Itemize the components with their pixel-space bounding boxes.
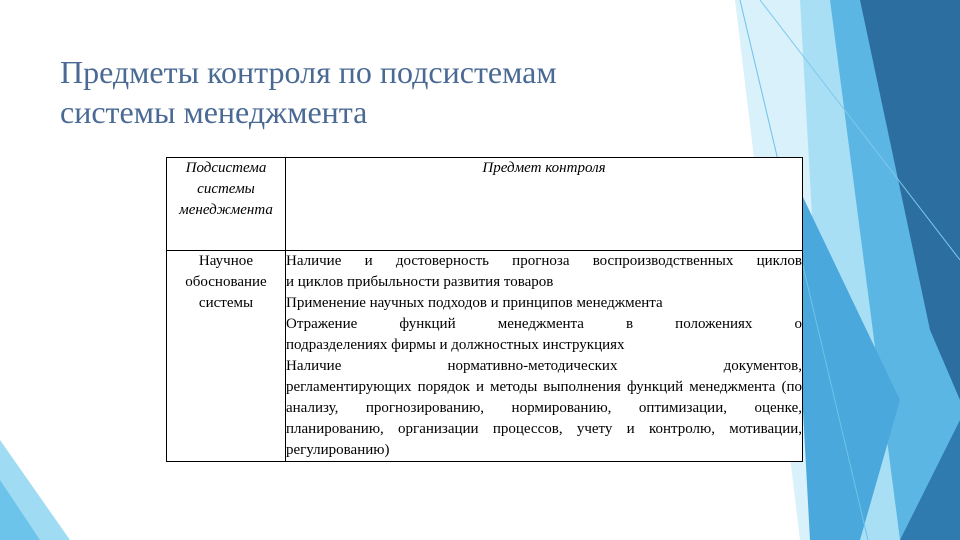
item-4-rest: регламентирующих порядок и методы выполнения функций менеджмента (по анализу, прогнозированию, нормированию, оптимизации, оценке, планированию, организации процессов, учету и контролю, мотивации, регулированию) <box>286 379 802 458</box>
header-subsystem-line: Подсистема <box>185 160 267 176</box>
slide-title <box>60 52 700 132</box>
subsystem-line: Научное <box>198 253 254 269</box>
table-header-row <box>167 158 803 251</box>
header-subsystem-line: менеджмента <box>179 202 273 218</box>
header-control-subject-label: Предмет контроля <box>482 160 606 176</box>
item-3-line-1: Отражение функций менеджмента в положениях о <box>286 316 802 332</box>
item-1-line-2: и циклов прибыльности развития товаров <box>286 274 554 290</box>
item-1-line-1: Наличие и достоверность прогноза воспроизводственных циклов <box>286 253 802 269</box>
subsystem-line: системы <box>198 295 254 311</box>
slide-title-line1: Предметы контроля по подсистемам <box>60 54 557 90</box>
header-cell-control-subject <box>286 158 803 251</box>
header-subsystem-line: системы <box>197 181 255 197</box>
header-cell-subsystem <box>167 158 286 251</box>
subsystem-cell <box>167 251 286 462</box>
item-2: Применение научных подходов и принципов менеджмента <box>286 295 663 311</box>
control-subjects-table <box>166 157 803 462</box>
item-4-line-1: Наличие нормативно-методических документов, <box>286 358 802 374</box>
subsystem-line: обоснование <box>185 274 267 290</box>
item-3-line-2: подразделениях фирмы и должностных инструкциях <box>286 337 625 353</box>
slide-title-line2: системы менеджмента <box>60 94 368 130</box>
control-subject-cell <box>286 251 803 462</box>
table-row <box>167 251 803 462</box>
